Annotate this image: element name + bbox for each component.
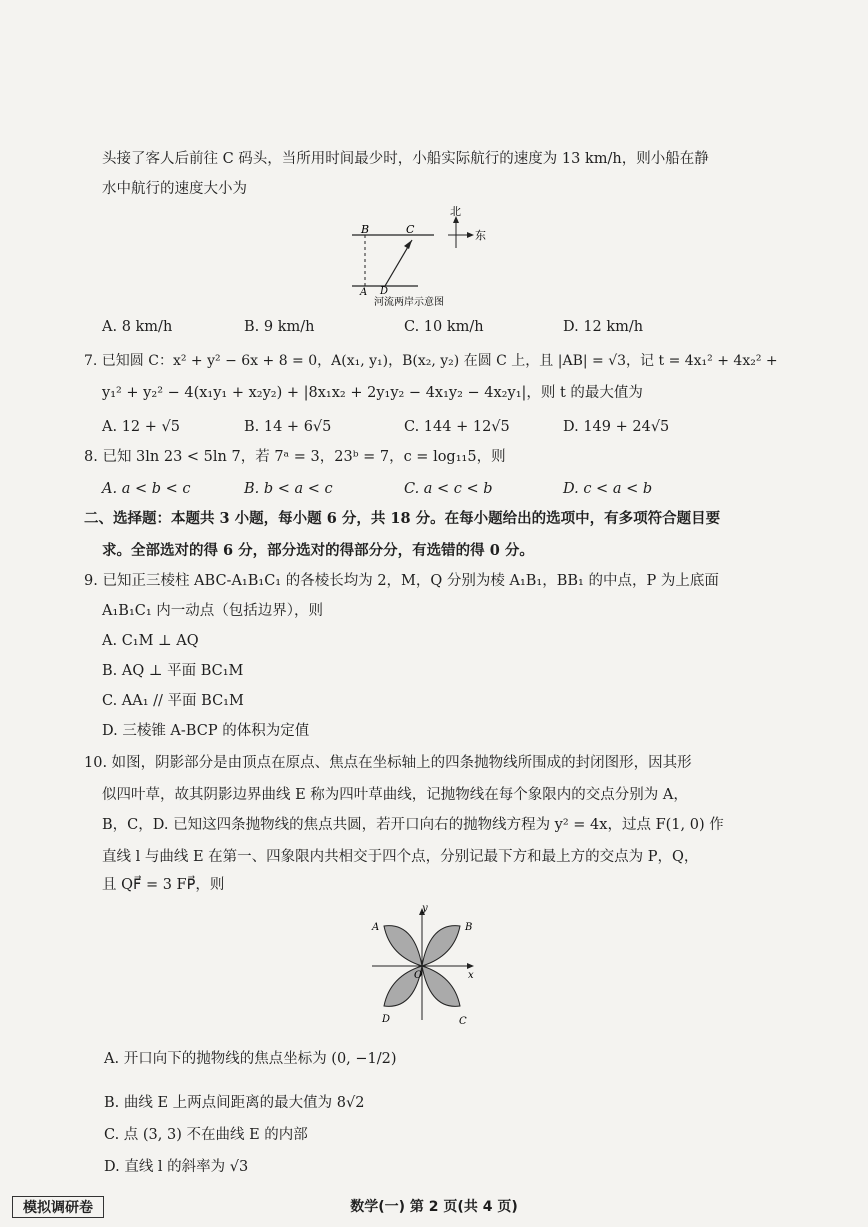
q9-option-b: B. AQ ⊥ 平面 BC₁M (102, 663, 244, 679)
q10-option-d: D. 直线 l 的斜率为 √3 (104, 1159, 249, 1175)
label-D: D (380, 286, 389, 297)
q6-option-a: A. 8 km/h (102, 319, 173, 335)
q6-text-line2: 水中航行的速度大小为 (102, 181, 247, 197)
label-B: B (361, 223, 370, 236)
label-east: 东 (475, 229, 486, 242)
q6-option-c: C. 10 km/h (404, 319, 484, 335)
q7-options (102, 416, 802, 438)
point-label-D: D (382, 1014, 391, 1025)
q6-option-d: D. 12 km/h (563, 319, 644, 335)
section2-heading-line1: 二、选择题：本题共 3 小题，每小题 6 分，共 18 分。在每小题给出的选项中，有多项符合题目要 (84, 510, 721, 527)
q10-option-a: A. 开口向下的抛物线的焦点坐标为 (0, −1/2) (104, 1051, 397, 1067)
q8-option-b: B. b < a < c (244, 481, 333, 497)
q9-text-line2: A₁B₁C₁ 内一动点（包括边界），则 (102, 603, 324, 619)
q8-option-a: A. a < b < c (102, 481, 191, 497)
q8-option-d: D. c < a < b (563, 481, 653, 497)
q10-text-line1: 10. 如图，阴影部分是由顶点在原点、焦点在坐标轴上的四条抛物线所围成的封闭图形，因其形 (84, 755, 692, 771)
q7-option-a: A. 12 + √5 (102, 419, 180, 435)
q6-text-line1: 头接了客人后前往 C 码头，当所用时间最少时，小船实际航行的速度为 13 km/h，则小船在静 (102, 151, 709, 167)
q8-text-line1: 8. 已知 3ln 23 < 5ln 7，若 7ᵃ = 3，23ᵇ = 7，c = log₁₁5，则 (84, 449, 506, 465)
river-caption: 河流两岸示意图 (374, 297, 444, 308)
q10-option-b: B. 曲线 E 上两点间距离的最大值为 8√2 (104, 1095, 365, 1111)
q9-option-d: D. 三棱锥 A-BCP 的体积为定值 (102, 723, 310, 739)
petal-top-right (422, 926, 460, 966)
q8-options (102, 478, 802, 500)
q7-text-line1: 7. 已知圆 C：x² + y² − 6x + 8 = 0，A(x₁, y₁)，B(x₂, y₂) 在圆 C 上，且 |AB| = √3，记 t = 4x₁² + 4x₂² + (84, 353, 778, 369)
q9-text-line1: 9. 已知正三棱柱 ABC-A₁B₁C₁ 的各棱长均为 2，M，Q 分别为棱 A₁B₁，BB₁ 的中点，P 为上底面 (84, 573, 719, 589)
point-label-A: A (372, 922, 380, 933)
q10-text-line3: B，C，D. 已知这四条抛物线的焦点共圆，若开口向右的抛物线方程为 y² = 4x，过点 F(1, 0) 作 (102, 817, 724, 833)
axis-label-x: x (468, 970, 474, 981)
four-leaf-clover-diagram (364, 898, 482, 1030)
q10-text-line2: 似四叶草，故其阴影边界曲线 E 称为四叶草曲线，记抛物线在每个象限内的交点分别为 A， (102, 787, 688, 803)
label-C: C (406, 223, 415, 236)
petal-bottom-right (422, 966, 460, 1006)
label-A: A (360, 287, 368, 298)
petal-top-left (384, 926, 422, 966)
section2-heading-line2: 求。全部选对的得 6 分，部分选对的得部分分，有选错的得 0 分。 (102, 542, 534, 559)
q9-option-a: A. C₁M ⊥ AQ (102, 633, 199, 649)
point-label-C: C (459, 1016, 467, 1027)
label-north: 北 (450, 205, 461, 218)
river-diagram (338, 202, 498, 312)
q10-text-line4: 直线 l 与曲线 E 在第一、四象限内共相交于四个点，分别记最下方和最上方的交点为 P，Q， (102, 849, 699, 865)
point-label-B: B (465, 922, 473, 933)
q7-option-b: B. 14 + 6√5 (244, 419, 332, 435)
q10-option-c: C. 点 (3, 3) 不在曲线 E 的内部 (104, 1127, 308, 1143)
q10-text-line5: 且 QF⃗ = 3 FP⃗，则 (102, 877, 225, 893)
page-footer: 数学(一) 第 2 页(共 4 页) (350, 1199, 518, 1215)
q7-option-c: C. 144 + 12√5 (404, 419, 510, 435)
q7-option-d: D. 149 + 24√5 (563, 419, 670, 435)
axis-label-y: y (422, 903, 428, 914)
exam-badge: 模拟调研卷 (12, 1196, 104, 1218)
origin-label: O (414, 970, 423, 981)
q6-option-b: B. 9 km/h (244, 319, 315, 335)
q6-options (102, 316, 802, 338)
q7-text-line2: y₁² + y₂² − 4(x₁y₁ + x₂y₂) + |8x₁x₂ + 2y₁y₂ − 4x₁y₂ − 4x₂y₁|，则 t 的最大值为 (102, 385, 643, 401)
q8-option-c: C. a < c < b (404, 481, 493, 497)
q9-option-c: C. AA₁ // 平面 BC₁M (102, 693, 244, 709)
